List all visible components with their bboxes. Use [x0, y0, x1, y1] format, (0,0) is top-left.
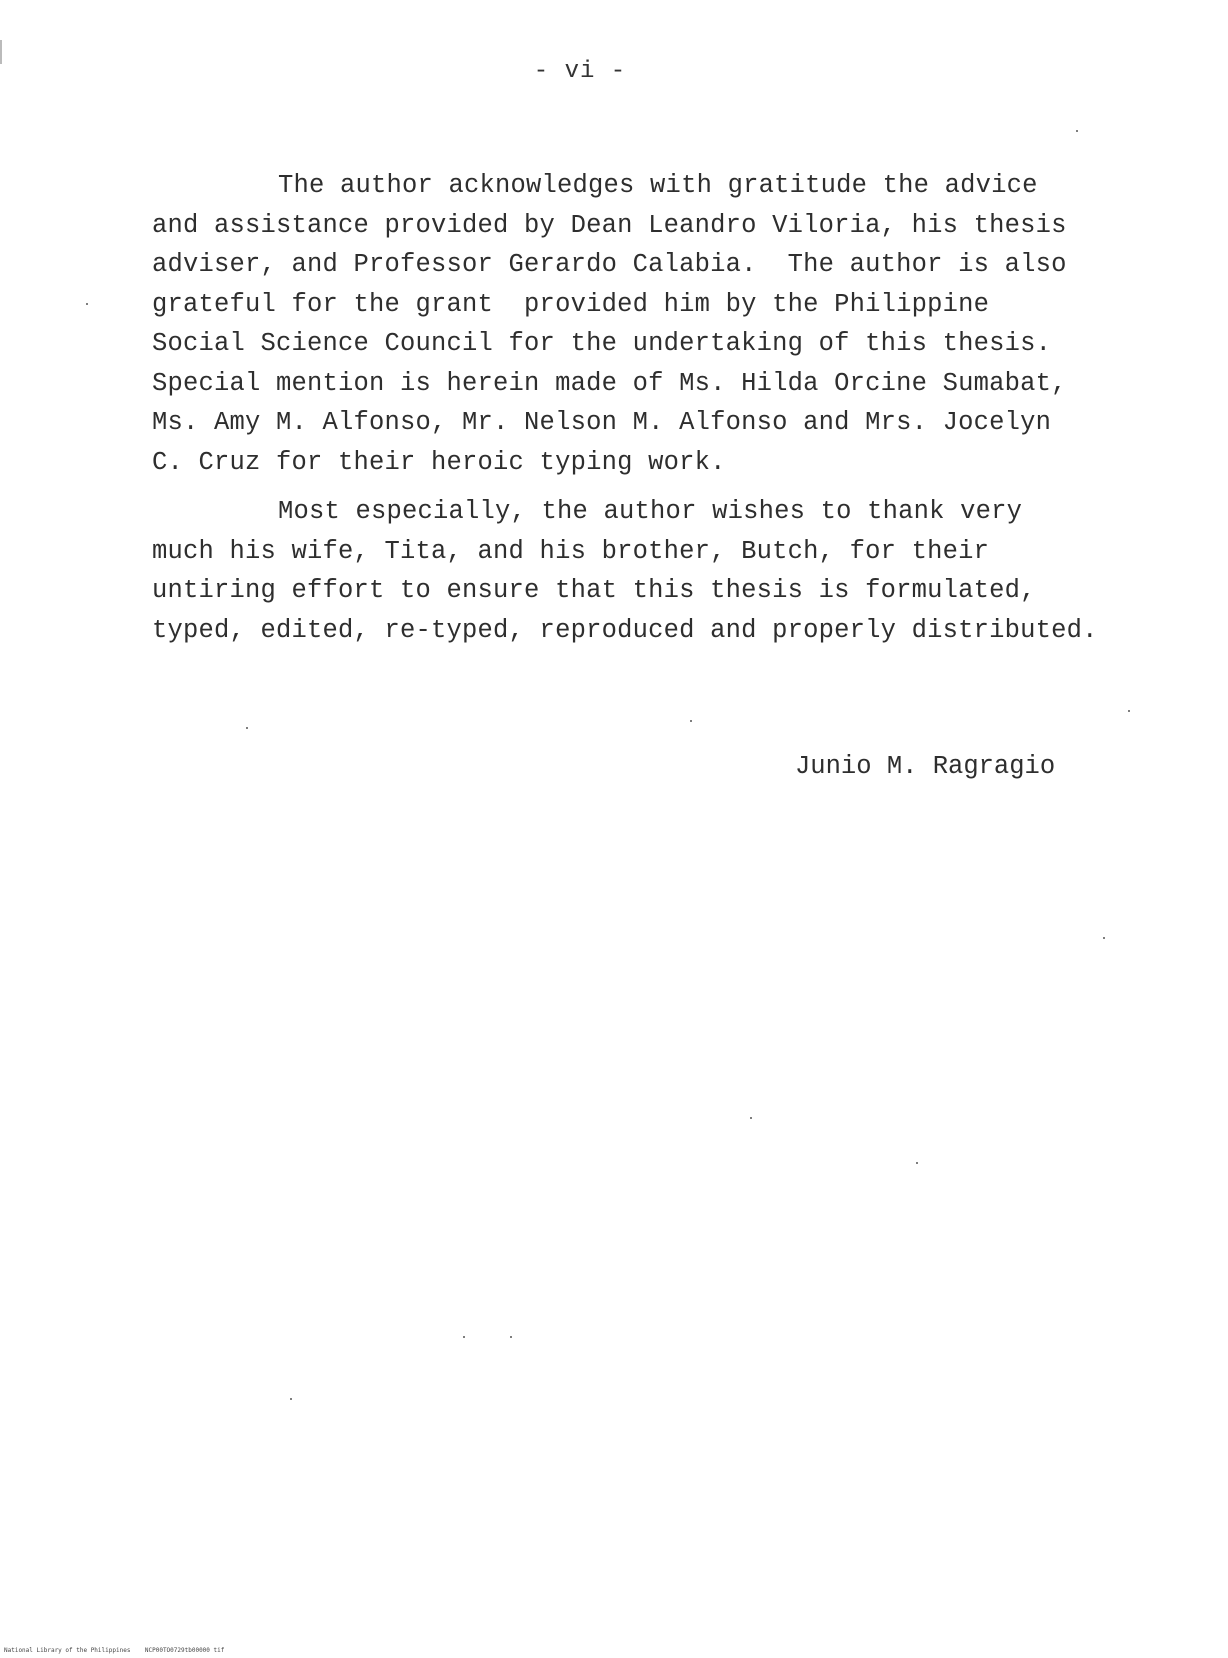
- scan-speck: [690, 720, 692, 722]
- paragraph-line: much his wife, Tita, and his brother, Butch, for their: [152, 536, 990, 566]
- paragraph-2: [152, 492, 1132, 650]
- paragraph-line: grateful for the grant provided him by the Philippine: [152, 289, 990, 319]
- scan-speck: [1128, 710, 1130, 712]
- acknowledgement-body: [152, 166, 1132, 650]
- page-number: - vi -: [533, 58, 627, 85]
- scan-speck: [463, 1336, 465, 1338]
- paragraph-1: [152, 166, 1132, 482]
- scan-speck: [290, 1398, 292, 1400]
- paragraph-line: Social Science Council for the undertaking of this thesis.: [152, 329, 1052, 358]
- author-signature: Junio M. Ragragio: [795, 752, 1056, 781]
- scan-speck: [750, 1117, 752, 1119]
- scan-speck: [246, 727, 248, 729]
- scan-speck: [1076, 130, 1078, 132]
- library-footer-stamp: National Library of the Philippines NCP00TO0729tb00000 tif: [4, 1647, 225, 1654]
- paragraph-line: Ms. Amy M. Alfonso, Mr. Nelson M. Alfonso and Mrs. Jocelyn: [152, 408, 1052, 437]
- paragraph-line: typed, edited, re-typed, reproduced and properly distributed.: [152, 615, 1098, 645]
- paragraph-line: Special mention is herein made of Ms. Hilda Orcine Sumabat,: [152, 368, 1067, 398]
- paragraph-line: and assistance provided by Dean Leandro Viloria, his thesis: [152, 210, 1067, 240]
- scan-edge-mark: [0, 40, 2, 64]
- scan-speck: [86, 303, 88, 305]
- scan-speck: [916, 1162, 918, 1164]
- scan-speck: [1103, 937, 1105, 939]
- scan-speck: [510, 1336, 512, 1338]
- paragraph-line: adviser, and Professor Gerardo Calabia. The author is also: [152, 250, 1067, 279]
- paragraph-line: Most especially, the author wishes to thank very: [278, 497, 1023, 526]
- paragraph-line: C. Cruz for their heroic typing work.: [152, 447, 726, 477]
- paragraph-line: The author acknowledges with gratitude the advice: [278, 171, 1038, 200]
- paragraph-line: untiring effort to ensure that this thesis is formulated,: [152, 576, 1036, 605]
